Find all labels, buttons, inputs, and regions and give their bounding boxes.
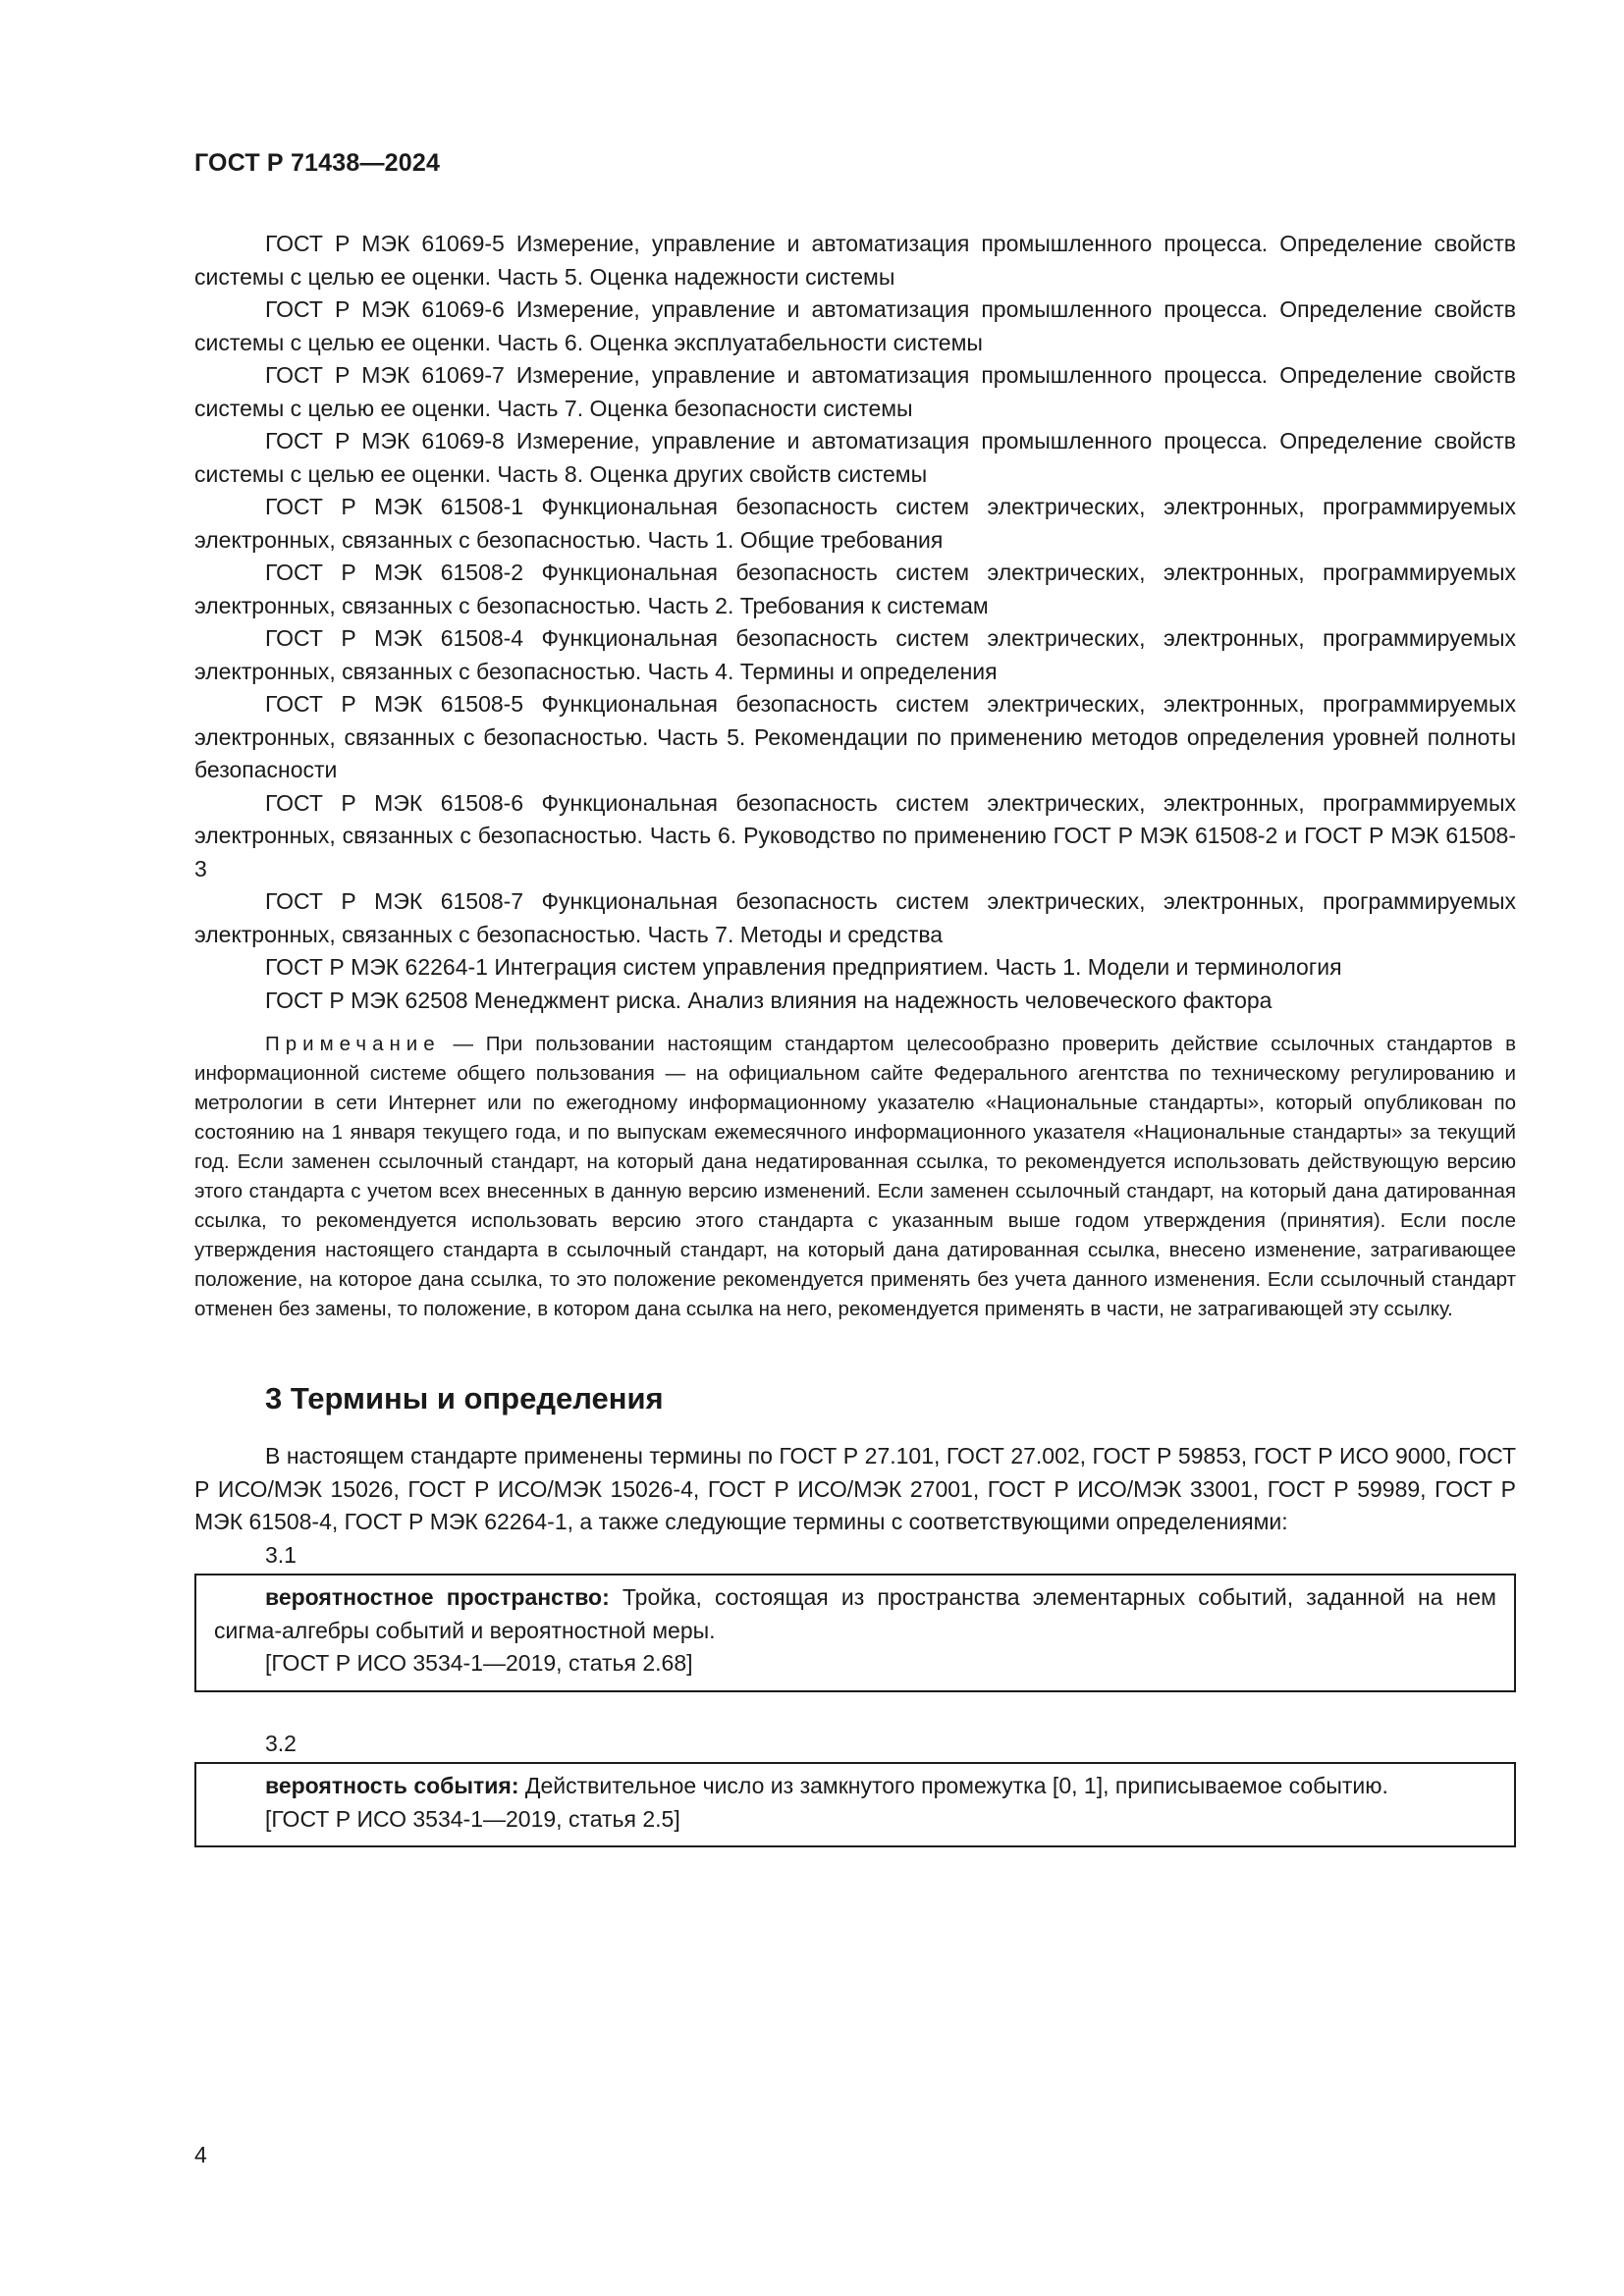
spacer: [194, 1692, 1516, 1728]
section-intro: В настоящем стандарте применены термины по ГОСТ Р 27.101, ГОСТ 27.002, ГОСТ Р 59853, ГОСТ Р ИСО 9000, ГОСТ Р ИСО/МЭК 15026, ГОСТ Р ИСО/МЭК 15026-4, ГОСТ Р ИСО/МЭК 27001, ГОСТ Р ИСО/МЭК 33001, ГОСТ Р 59989, ГОСТ Р МЭК 61508-4, ГОСТ Р МЭК 62264-1, а также следующие термины с соответствующими определениями:: [194, 1443, 1516, 1534]
reference-item: ГОСТ Р МЭК 61508-5 Функциональная безопасность систем электрических, электронных, программируемых электронных, связанных с безопасностью. Часть 5. Рекомендации по применению методов определения уровней полноты безопасности: [194, 691, 1516, 782]
note-label: Примечание: [265, 1033, 441, 1055]
term-source: [ГОСТ Р ИСО 3534-1—2019, статья 2.68]: [265, 1650, 693, 1676]
reference-item: ГОСТ Р МЭК 62508 Менеджмент риска. Анализ влияния на надежность человеческого фактора: [265, 987, 1272, 1013]
reference-item: ГОСТ Р МЭК 61508-2 Функциональная безопасность систем электрических, электронных, программируемых электронных, связанных с безопасностью. Часть 2. Требования к системам: [194, 560, 1516, 618]
term-text: Действительное число из замкнутого промежутка [0, 1], приписываемое событию.: [518, 1773, 1388, 1798]
note-text: — При пользовании настоящим стандартом целесообразно проверить действие ссылочных стандартов в информационной системе общего пользования — на официальном сайте Федерального агентства по техническому регулированию и метрологии в сети Интернет или по ежегодному информационному указателю «Национальные стандарты», который опубликован по состоянию на 1 января текущего года, и по выпускам ежемесячного информационного указателя «Национальные стандарты» за текущий год. Если заменен ссылочный стандарт, на который дана недатированная ссылка, то рекомендуется использовать действующую версию этого стандарта с учетом всех внесенных в данную версию изменений. Если заменен ссылочный стандарт, на который дана датированная ссылка, то рекомендуется использовать версию этого стандарта с указанным выше годом утверждения (принятия). Если после утверждения настоящего стандарта в ссылочный стандарт, на который дана датированная ссылка, внесено изменение, затрагивающее положение, на которое дана ссылка, то это положение рекомендуется применять без учета данного изменения. Если ссылочный стандарт отменен без замены, то положение, в котором дана ссылка на него, рекомендуется применять в части, не затрагивающей эту ссылку.: [194, 1033, 1516, 1320]
term-number: 3.2: [265, 1730, 297, 1756]
reference-item: ГОСТ Р МЭК 62264-1 Интеграция систем управления предприятием. Часть 1. Модели и терминология: [265, 954, 1342, 980]
reference-item: ГОСТ Р МЭК 61508-6 Функциональная безопасность систем электрических, электронных, программируемых электронных, связанных с безопасностью. Часть 6. Руководство по применению ГОСТ Р МЭК 61508-2 и ГОСТ Р МЭК 61508-3: [194, 789, 1516, 881]
document-code-header: ГОСТ Р 71438—2024: [194, 149, 441, 177]
normative-references-list: [194, 228, 1516, 1017]
page-content: [194, 228, 1516, 1847]
note-paragraph: [194, 1030, 1516, 1324]
term-text: Тройка, состоящая из пространства элементарных событий, заданной на нем сигма-алгебры событий и вероятностной меры.: [214, 1584, 1496, 1643]
term-name: вероятность события:: [265, 1773, 519, 1798]
reference-item: ГОСТ Р МЭК 61069-7 Измерение, управление и автоматизация промышленного процесса. Определение свойств системы с целью ее оценки. Часть 7. Оценка безопасности системы: [194, 362, 1516, 421]
reference-item: ГОСТ Р МЭК 61508-4 Функциональная безопасность систем электрических, электронных, программируемых электронных, связанных с безопасностью. Часть 4. Термины и определения: [194, 625, 1516, 684]
term-definition-box: [194, 1574, 1516, 1692]
term-number: 3.1: [265, 1541, 297, 1568]
reference-item: ГОСТ Р МЭК 61069-6 Измерение, управление и автоматизация промышленного процесса. Определение свойств системы с целью ее оценки. Часть 6. Оценка эксплуатабельности системы: [194, 296, 1516, 355]
term-name: вероятностное пространство:: [265, 1584, 610, 1610]
reference-item: ГОСТ Р МЭК 61508-1 Функциональная безопасность систем электрических, электронных, программируемых электронных, связанных с безопасностью. Часть 1. Общие требования: [194, 494, 1516, 553]
term-source: [ГОСТ Р ИСО 3534-1—2019, статья 2.5]: [265, 1805, 680, 1832]
reference-item: ГОСТ Р МЭК 61069-5 Измерение, управление и автоматизация промышленного процесса. Определение свойств системы с целью ее оценки. Часть 5. Оценка надежности системы: [194, 231, 1516, 290]
term-definition-box: [194, 1762, 1516, 1847]
reference-item: ГОСТ Р МЭК 61069-8 Измерение, управление и автоматизация промышленного процесса. Определение свойств системы с целью ее оценки. Часть 8. Оценка других свойств системы: [194, 428, 1516, 487]
term-definition: [214, 1770, 1496, 1803]
term-definition: [214, 1581, 1496, 1647]
reference-item: ГОСТ Р МЭК 61508-7 Функциональная безопасность систем электрических, электронных, программируемых электронных, связанных с безопасностью. Часть 7. Методы и средства: [194, 888, 1516, 947]
section-title: 3 Термины и определения: [265, 1381, 664, 1415]
page-number: 4: [194, 2142, 207, 2167]
